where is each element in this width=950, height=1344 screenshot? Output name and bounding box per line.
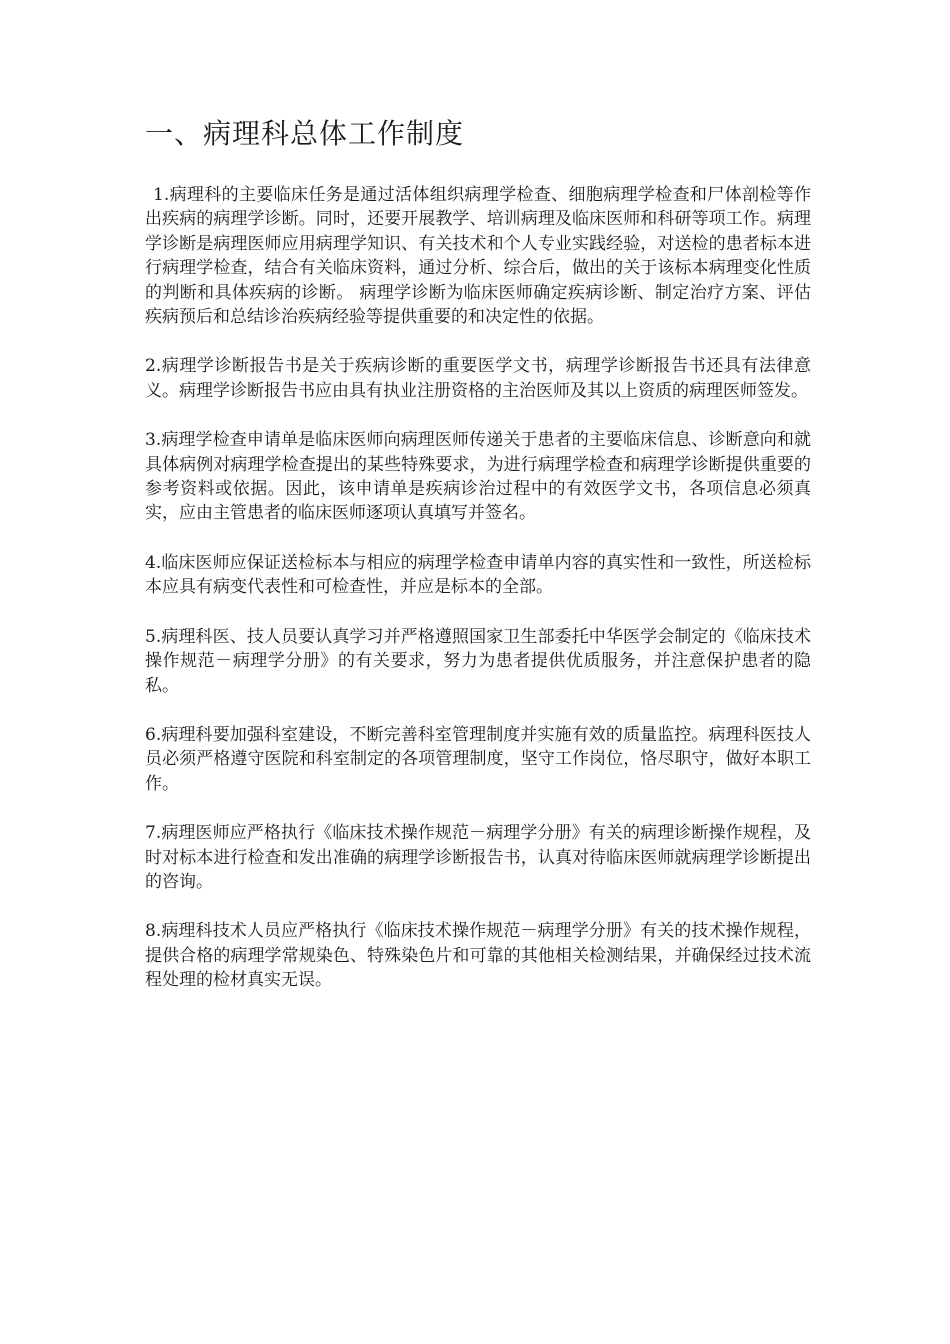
- paragraph-1: 1.病理科的主要临床任务是通过活体组织病理学检查、细胞病理学检查和尸体剖检等作出疾病的病理学诊断。同时，还要开展教学、培训病理及临床医师和科研等项工作。病理学诊断是病理医师应用病理学知识、有关技术和个人专业实践经验，对送检的患者标本进行病理学检查，结合有关临床资料，通过分析、综合后，做出的关于该标本病理变化性质的判断和具体疾病的诊断。 病理学诊断为临床医师确定疾病诊断、制定治疗方案、评估疾病预后和总结诊治疾病经验等提供重要的和决定性的依据。: [145, 185, 811, 328]
- paragraph-4: 4.临床医师应保证送检标本与相应的病理学检查申请单内容的真实性和一致性，所送检标本应具有病变代表性和可检查性，并应是标本的全部。: [145, 552, 811, 598]
- document-title: 一、病理科总体工作制度: [145, 117, 465, 150]
- paragraph-7: 7.病理医师应严格执行《临床技术操作规范－病理学分册》有关的病理诊断操作规程，及时对标本进行检查和发出准确的病理学诊断报告书，认真对待临床医师就病理学诊断提出的咨询。: [145, 823, 811, 892]
- paragraph-3: 3.病理学检查申请单是临床医师向病理医师传递关于患者的主要临床信息、诊断意向和就具体病例对病理学检查提出的某些特殊要求，为进行病理学检查和病理学诊断提供重要的参考资料或依据。因此，该申请单是疾病诊治过程中的有效医学文书，各项信息必须真实，应由主管患者的临床医师逐项认真填写并签名。: [145, 430, 811, 524]
- paragraph-2: 2.病理学诊断报告书是关于疾病诊断的重要医学文书，病理学诊断报告书还具有法律意义。病理学诊断报告书应由具有执业注册资格的主治医师及其以上资质的病理医师签发。: [145, 356, 811, 401]
- paragraph-6: 6.病理科要加强科室建设，不断完善科室管理制度并实施有效的质量监控。病理科医技人员必须严格遵守医院和科室制定的各项管理制度，坚守工作岗位，恪尽职守，做好本职工作。: [145, 724, 811, 794]
- document-body: [145, 183, 811, 1018]
- paragraph-8: 8.病理科技术人员应严格执行《临床技术操作规范－病理学分册》有关的技术操作规程，提供合格的病理学常规染色、特殊染色片和可靠的其他相关检测结果，并确保经过技术流程处理的检材真实无误。: [145, 921, 811, 991]
- paragraph-5: 5.病理科医、技人员要认真学习并严格遵照国家卫生部委托中华医学会制定的《临床技术操作规范－病理学分册》的有关要求，努力为患者提供优质服务，并注意保护患者的隐私。: [145, 626, 811, 696]
